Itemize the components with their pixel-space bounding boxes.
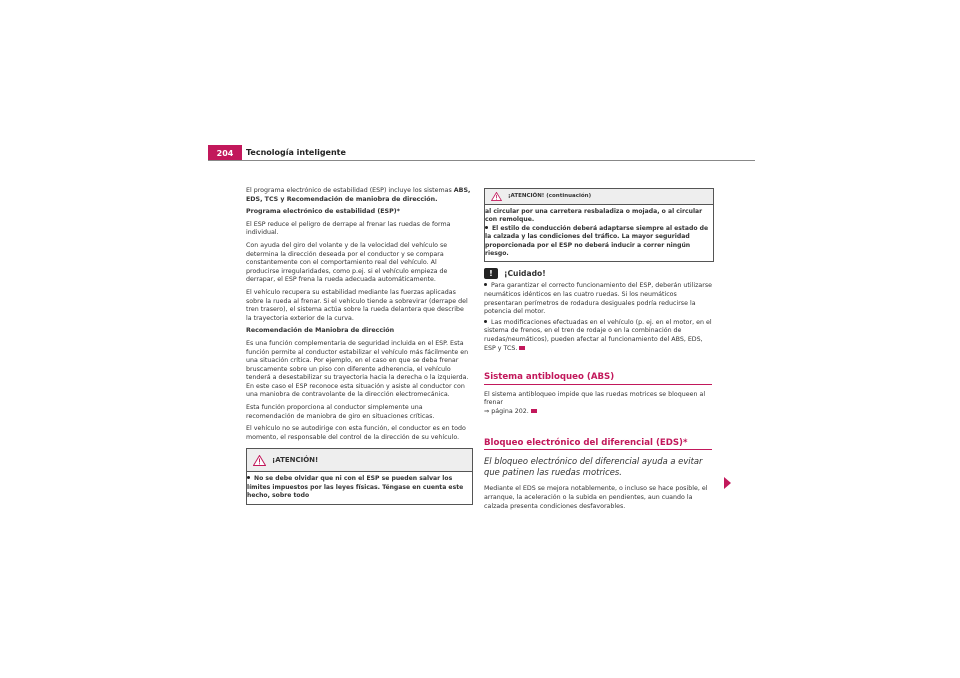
esp-heading: Programa electrónico de estabilidad (ESP)*: [246, 208, 400, 216]
warning-continued-text-1: al circular por una carretera resbaladiza o mojada, o al circular con remolque.: [485, 208, 703, 224]
warning-continued-body: [485, 205, 713, 261]
intro-paragraph: [246, 187, 471, 204]
caution-item-2: [484, 319, 712, 353]
recommendation-paragraph-1: Es una función complementaria de seguridad incluida en el ESP. Esta función permite al conductor estabilizar el vehículo más fácilmente en una situación crítica. Por ejemplo, en el caso en que se deba frenar bruscamente sobre un piso con diferente adherencia, el vehículo tenderá a desestabilizar su trayectoria hacia la derecha o la izquierda. En este caso el ESP reconoce esta situación y asiste al conductor con una maniobra de contravolante de la dirección electromecánica.: [246, 339, 469, 399]
caution-header: [484, 268, 712, 279]
warning-continued-title: ¡ATENCIÓN! (continuación): [508, 193, 592, 200]
esp-paragraph-2: Con ayuda del giro del volante y de la velocidad del vehículo se determina la dirección deseada por el conductor y se compara constantemente con el comportamiento real del vehículo. Al producirse irregularidades, como p.ej. si el vehículo empieza de derrapar, el ESP frena la rueda adecuada automáticamente.: [246, 241, 448, 284]
section-end-icon: [531, 409, 537, 413]
abs-paragraph: [484, 391, 712, 417]
section-end-icon: [519, 346, 525, 350]
esp-paragraph-1: El ESP reduce el peligro de derrape al frenar las ruedas de forma individual.: [246, 220, 451, 237]
caution-title: ¡Cuidado!: [504, 268, 546, 278]
recommendation-paragraph-3: El vehículo no se autodirige con esta función, el conductor es en todo momento, el responsable del control de la dirección de su vehículo.: [246, 425, 466, 441]
recommendation-paragraph-2: Esta función proporciona al conductor simplemente una recomendación de maniobra de giro en situaciones críticas.: [246, 404, 435, 420]
page-header-title: Tecnología inteligente: [246, 148, 346, 157]
caution-item-1: [484, 282, 712, 316]
esp-paragraph-3: El vehículo recupera su estabilidad mediante las fuerzas aplicadas sobre la rueda al frenar. Si el vehículo tiende a sobrevirar (derrape del tren trasero), el sistema actúa sobre la rueda delantera que describe la trayectoria exterior de la curva.: [246, 288, 468, 322]
bullet-icon: [485, 226, 488, 229]
intro-text: El programa electrónico de estabilidad (ESP) incluye los sistemas: [246, 187, 454, 194]
caution-icon: !: [484, 268, 498, 279]
warning-item: [247, 475, 472, 500]
warning-title: ¡ATENCIÓN!: [272, 456, 319, 465]
warning-continued-header: [485, 189, 713, 205]
abs-text: El sistema antibloqueo impide que las ruedas motrices se bloqueen al frenar: [484, 390, 706, 407]
header-divider: [208, 160, 755, 161]
warning-continued-box: [484, 188, 714, 262]
continue-arrow-icon: [724, 477, 731, 489]
warning-triangle-icon: [253, 455, 266, 466]
intro-systems: ABS, EDS, TCS y Recomendación de maniobra de dirección.: [246, 187, 471, 203]
page-number: 204: [208, 145, 242, 161]
warning-body: [247, 472, 472, 503]
recommendation-heading: Recomendación de Maniobra de dirección: [246, 327, 395, 335]
warning-continued-text-2: El estilo de conducción deberá adaptarse siempre al estado de la calzada y las condiciones del tráfico. La mayor seguridad proporcionada por el ESP no deberá inducir a correr ningún riesgo.: [485, 224, 709, 258]
right-column: [484, 188, 712, 515]
abs-heading: Sistema antibloqueo (ABS): [484, 373, 712, 385]
eds-subtitle: El bloqueo electrónico del diferencial ayuda a evitar que patinen las ruedas motrices.: [484, 456, 703, 477]
left-column: [246, 187, 471, 505]
eds-heading: Bloqueo electrónico del diferencial (EDS)*: [484, 439, 712, 451]
warning-continued-item: [485, 225, 713, 259]
abs-page-link[interactable]: ⇒ página 202.: [484, 407, 529, 415]
warning-box: [246, 448, 473, 504]
bullet-icon: [484, 320, 487, 323]
caution-item-1-text: Para garantizar el correcto funcionamiento del ESP, deberán utilizarse neumáticos idénticos en las cuatro ruedas. Si los neumáticos presentaran perímetros de rodadura desiguales podría reducirse la potencia del motor.: [484, 282, 712, 316]
warning-text: No se debe olvidar que ni con el ESP se pueden salvar los límites impuestos por las leyes físicas. Téngase en cuenta este hecho, sobre todo: [247, 475, 464, 500]
bullet-icon: [484, 283, 487, 286]
warning-triangle-icon: [491, 192, 502, 201]
caution-item-2-text: Las modificaciones efectuadas en el vehículo (p. ej. en el motor, en el sistema de frenos, en el tren de rodaje o en la combinación de ruedas/neumáticos), pueden afectar al funcionamiento del ABS, EDS, ESP y TCS.: [484, 318, 712, 352]
eds-paragraph: Mediante el EDS se mejora notablemente, o incluso se hace posible, el arranque, la aceleración o la subida en pendientes, aun cuando la calzada presenta condiciones desfavorables.: [484, 485, 708, 510]
warning-header: [247, 449, 472, 472]
bullet-icon: [247, 476, 250, 479]
